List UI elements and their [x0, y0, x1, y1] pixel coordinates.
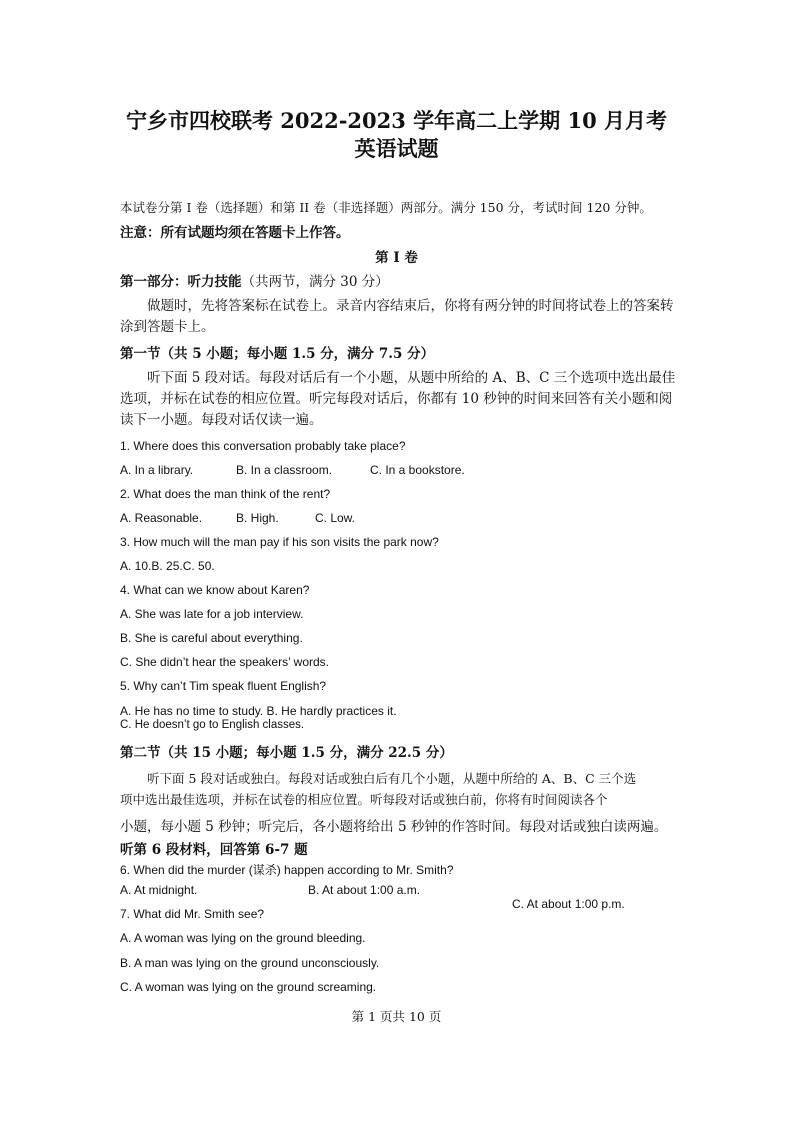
q7-option-b: B. A man was lying on the ground unconsciously.	[120, 956, 380, 970]
q1-option-a: A. In a library.	[120, 463, 194, 477]
q5-option-ab: A. He has no time to study. B. He hardly practices it.	[120, 704, 397, 718]
section2-instructions-3: 小题，每小题 5 秒钟；听完后，各小题将给出 5 秒钟的作答时间。每段对话或独白读两遍。	[120, 819, 668, 835]
q5-option-c: C. He doesn’t go to English classes.	[120, 719, 305, 731]
volume-heading: 第 I 卷	[375, 250, 418, 266]
q4-option-a: A. She was late for a job interview.	[120, 607, 304, 621]
q1-stem: 1. Where does this conversation probably take place?	[120, 439, 406, 453]
q2-stem: 2. What does the man think of the rent?	[120, 487, 331, 501]
q4-option-c: C. She didn’t hear the speakers’ words.	[120, 655, 329, 669]
q6-option-c: C. At about 1:00 p.m.	[512, 897, 625, 911]
part1-heading-line	[120, 270, 389, 290]
part1-heading-note: （共两节，满分 30 分）	[241, 274, 389, 290]
part1-heading: 第一部分：听力技能	[120, 274, 242, 290]
q4-option-b: B. She is careful about everything.	[120, 631, 303, 645]
q7-stem: 7. What did Mr. Smith see?	[120, 907, 265, 921]
part1-instructions: 做题时，先将答案标在试卷上。录音内容结束后，你将有两分钟的时间将试卷上的答案转涂到答题卡上。	[120, 298, 674, 335]
q6-stem: 6. When did the murder (谋杀) happen according to Mr. Smith?	[120, 863, 454, 877]
exam-title: 宁乡市四校联考 2022-2023 学年高二上学期 10 月月考	[125, 108, 668, 133]
q1-option-c: C. In a bookstore.	[370, 463, 465, 477]
q5-stem: 5. Why can’t Tim speak fluent English?	[120, 679, 327, 693]
q2-option-c: C. Low.	[315, 511, 356, 525]
q4-stem: 4. What can we know about Karen?	[120, 583, 310, 597]
section2-heading: 第二节（共 15 小题；每小题 1.5 分，满分 22.5 分）	[120, 745, 453, 761]
q7-option-a: A. A woman was lying on the ground bleeding.	[120, 931, 366, 945]
q6-option-a: A. At midnight.	[120, 883, 198, 897]
section1-heading: 第一节（共 5 小题；每小题 1.5 分，满分 7.5 分）	[120, 346, 435, 362]
q7-option-c: C. A woman was lying on the ground screaming.	[120, 980, 377, 994]
q1-option-b: B. In a classroom.	[236, 463, 333, 477]
q3-stem: 3. How much will the man pay if his son visits the park now?	[120, 535, 439, 549]
q2-option-b: B. High.	[236, 511, 279, 525]
intro-text: 本试卷分第 I 卷（选择题）和第 II 卷（非选择题）两部分。满分 150 分，考试时间 120 分钟。	[120, 200, 652, 215]
section1-instructions: 听下面 5 段对话。每段对话后有一个小题，从题中所给的 A、B、C 三个选项中选出最佳选项，并标在试卷的相应位置。听完每段对话后，你都有 10 秒钟的时间来回答有关小题和阅读下一小题。每段对话仅读一遍。	[120, 370, 676, 428]
exam-subtitle: 英语试题	[354, 136, 439, 161]
page-footer: 第 1 页共 10 页	[351, 1009, 442, 1024]
notice-text: 注意：所有试题均须在答题卡上作答。	[120, 225, 350, 241]
material6-heading: 听第 6 段材料，回答第 6-7 题	[120, 842, 308, 858]
q2-option-a: A. Reasonable.	[120, 511, 203, 525]
section2-instructions-2: 项中选出最佳选项，并标在试卷的相应位置。听每段对话或独白前，你将有时间阅读各个	[120, 792, 608, 807]
q6-option-b: B. At about 1:00 a.m.	[308, 883, 421, 897]
section2-instructions-1: 听下面 5 段对话或独白。每段对话或独白后有几个小题，从题中所给的 A、B、C 三个选	[147, 771, 637, 786]
q3-options: A. 10.B. 25.C. 50.	[120, 559, 215, 573]
